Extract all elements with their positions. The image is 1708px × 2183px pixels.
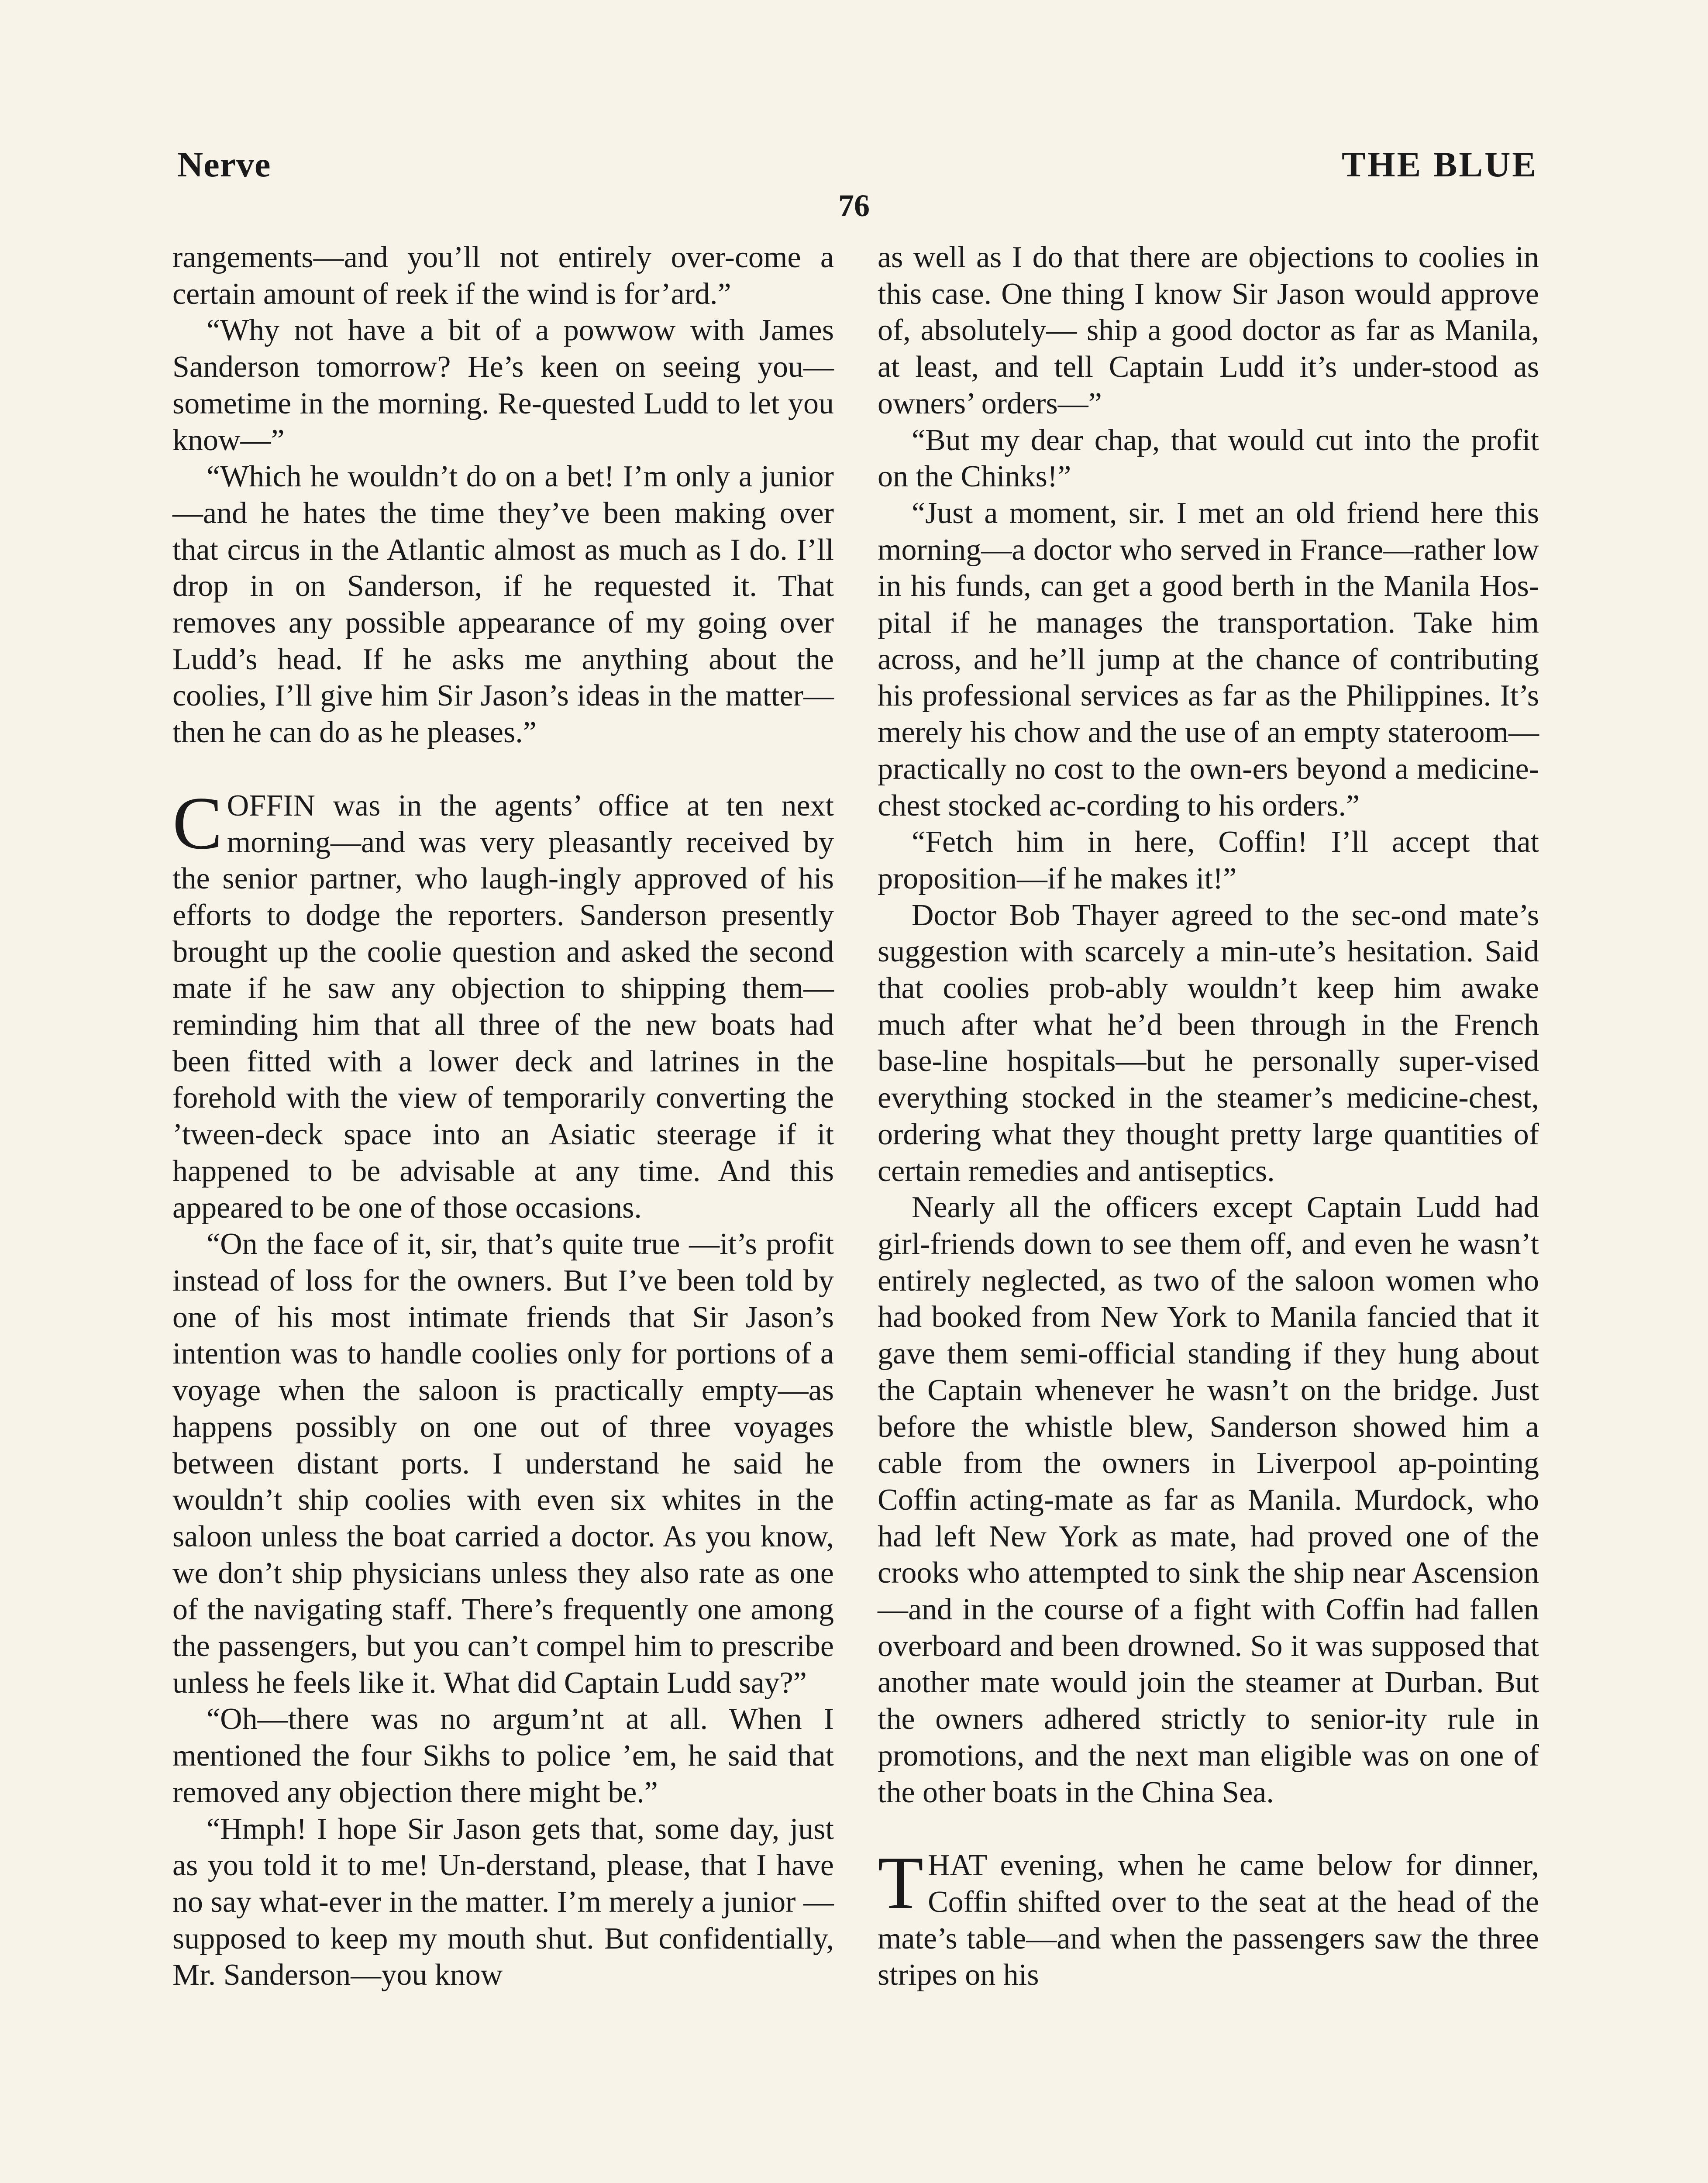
dropcap-paragraph-text: HAT evening, when he came below for dinner, Coffin shifted over to the seat at the head of the mate’s table—and when the passengers saw the three stripes on his: [878, 1849, 1539, 1992]
paragraph: “Oh—there was no argum’nt at all. When I mentioned the four Sikhs to police ’em, he said that removed any objection there might be.”: [172, 1702, 834, 1809]
running-head-section: Nerve: [177, 145, 271, 184]
paragraph: “Just a moment, sir. I met an old friend here this morning—a doctor who served in France—rather low in his funds, can get a good berth in the Manila Hos-pital if he manages the transportation. Take him across, and he’ll jump at the chance of contributing his professional services as far as the Philippines. It’s merely his chow and the use of an empty stateroom—practically no cost to the own-ers beyond a medicine-chest stocked ac-cording to his orders.”: [878, 496, 1539, 823]
drop-cap: T: [878, 1842, 924, 1925]
dropcap-paragraph: [878, 1842, 1539, 1994]
paragraph: “Fetch him in here, Coffin! I’ll accept that proposition—if he makes it!”: [878, 825, 1539, 895]
paragraph: rangements—and you’ll not entirely over-come a certain amount of reek if the wind is for’ard.”: [172, 241, 834, 311]
paragraph: as well as I do that there are objections to coolies in this case. One thing I know Sir Jason would approve of, absolutely— ship a good doctor as far as Manila, at least, and tell Captain Ludd it’s under-stood as owners’ orders—”: [878, 241, 1539, 420]
left-column: [172, 239, 834, 1994]
paragraph: “Which he wouldn’t do on a bet! I’m only a junior—and he hates the time they’ve been making over that circus in the Atlantic almost as much as I do. I’ll drop in on Sanderson, if he requested it. That removes any possible appearance of my going over Ludd’s head. If he asks me anything about the coolies, I’ll give him Sir Jason’s ideas in the matter—then he can do as he pleases.”: [172, 460, 834, 750]
paragraph: “But my dear chap, that would cut into the profit on the Chinks!”: [878, 423, 1539, 494]
paragraph: “On the face of it, sir, that’s quite true —it’s profit instead of loss for the owners. But I’ve been told by one of his most intimate friends that Sir Jason’s intention was to handle coolies only for portions of a voyage when the saloon is practically empty—as happens possibly on one out of three voyages between distant ports. I understand he said he wouldn’t ship coolies with even six whites in the saloon unless the boat carried a doctor. As you know, we don’t ship physicians unless they also rate as one of the navigating staff. There’s frequently one among the passengers, but you can’t compel him to prescribe unless he feels like it. What did Captain Ludd say?”: [172, 1227, 834, 1700]
page-number: 76: [838, 188, 870, 223]
paragraph: “Why not have a bit of a powwow with James Sanderson tomorrow? He’s keen on seeing you—sometime in the morning. Re-quested Ludd to let you know—”: [172, 313, 834, 457]
drop-cap: C: [172, 782, 223, 865]
dropcap-paragraph: [172, 782, 834, 1226]
paragraph: Doctor Bob Thayer agreed to the sec-ond mate’s suggestion with scarcely a min-ute’s hesitation. Said that coolies prob-ably wouldn’t keep him awake much after what he’d been through in the French base-line hospitals—but he personally super-vised everything stocked in the steamer’s medicine-chest, ordering what they thought pretty large quantities of certain remedies and antiseptics.: [878, 898, 1539, 1188]
right-column: [878, 239, 1539, 1994]
paragraph: “Hmph! I hope Sir Jason gets that, some day, just as you told it to me! Un-derstand, please, that I have no say what-ever in the matter. I’m merely a junior —supposed to keep my mouth shut. But confidentially, Mr. Sanderson—you know: [172, 1812, 834, 1992]
paragraph: Nearly all the officers except Captain Ludd had girl-friends down to see them off, and even he wasn’t entirely neglected, as two of the saloon women who had booked from New York to Manila fancied that it gave them semi-official standing if they hung about the Captain whenever he wasn’t on the bridge. Just before the whistle blew, Sanderson showed him a cable from the owners in Liverpool ap-pointing Coffin acting-mate as far as Manila. Murdock, who had left New York as mate, had proved one of the crooks who attempted to sink the ship near Ascension—and in the course of a fight with Coffin had fallen overboard and been drowned. So it was supposed that another mate would join the steamer at Durban. But the owners adhered strictly to senior-ity rule in promotions, and the next man eligible was on one of the other boats in the China Sea.: [878, 1191, 1539, 1809]
running-head-magazine: THE BLUE: [1342, 145, 1538, 184]
dropcap-paragraph-text: OFFIN was in the agents’ office at ten next morning—and was very pleasantly received by the senior partner, who laugh-ingly approved of his efforts to dodge the reporters. Sanderson presently brought up the coolie question and asked the second mate if he saw any objection to shipping them—reminding him that all three of the new boats had been fitted with a lower deck and latrines in the forehold with the view of temporarily converting the ’tween-deck space into an Asiatic steerage if it happened to be advisable at any time. And this appeared to be one of those occasions.: [172, 788, 834, 1225]
